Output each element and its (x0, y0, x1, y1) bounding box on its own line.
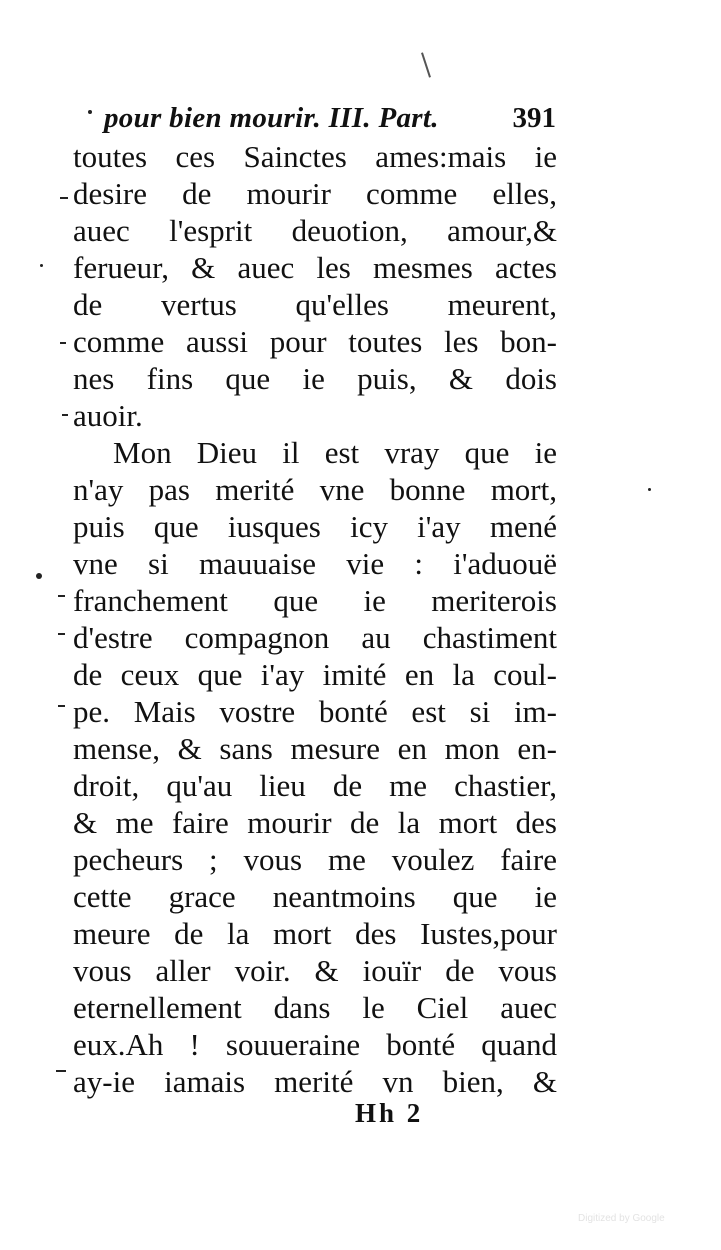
text-line: eux.Ah ! souueraine bonté quand (73, 1027, 557, 1062)
ink-speck (60, 197, 68, 199)
ink-speck (56, 1070, 66, 1072)
text-line: vous aller voir. & iouïr de vous (73, 953, 557, 988)
text-line: pecheurs ; vous me voulez faire (73, 842, 557, 877)
ink-speck (60, 342, 66, 344)
text-line: puis que iusques icy i'ay mené (73, 509, 557, 544)
watermark: Digitized by Google (578, 1213, 665, 1224)
text-line: auec l'esprit deuotion, amour,& (73, 213, 557, 248)
ink-speck (58, 633, 65, 635)
text-line: cette grace neantmoins que ie (73, 879, 557, 914)
ink-speck (58, 705, 65, 707)
body-text (73, 138, 557, 1100)
text-line: n'ay pas merité vne bonne mort, (73, 472, 557, 507)
signature-mark: Hh 2 (355, 1098, 424, 1128)
text-line: vne si mauuaise vie : i'aduouë (73, 546, 557, 581)
text-line: franchement que ie meriterois (73, 583, 557, 618)
text-line: de vertus qu'elles meurent, (73, 287, 557, 322)
text-line: ferueur, & auec les mesmes actes (73, 250, 557, 285)
text-line: desire de mourir comme elles, (73, 176, 557, 211)
text-line: toutes ces Sainctes ames:mais ie (73, 139, 557, 174)
ink-speck (62, 414, 68, 416)
text-line: pe. Mais vostre bonté est si im- (73, 694, 557, 729)
running-head (104, 98, 556, 138)
ink-speck (40, 264, 43, 267)
text-line: mense, & sans mesure en mon en- (73, 731, 557, 766)
text-line: & me faire mourir de la mort des (73, 805, 557, 840)
running-head-title: pour bien mourir. III. Part. (104, 102, 439, 134)
page-number: 391 (512, 102, 556, 134)
text-line: meure de la mort des Iustes,pour (73, 916, 557, 951)
text-line: de ceux que i'ay imité en la coul- (73, 657, 557, 692)
ink-speck (58, 595, 65, 597)
ink-speck (36, 573, 42, 579)
text-line: Mon Dieu il est vray que ie (113, 435, 557, 470)
text-line: eternellement dans le Ciel auec (73, 990, 557, 1025)
ink-stroke-mark (421, 52, 431, 77)
text-line: comme aussi pour toutes les bon- (73, 324, 557, 359)
text-line: d'estre compagnon au chastiment (73, 620, 557, 655)
ink-speck (88, 110, 92, 114)
text-line: auoir. (73, 398, 143, 433)
text-line: droit, qu'au lieu de me chastier, (73, 768, 557, 803)
ink-speck (648, 488, 651, 491)
text-line: ay-ie iamais merité vn bien, & (73, 1064, 557, 1099)
text-line: nes fins que ie puis, & dois (73, 361, 557, 396)
